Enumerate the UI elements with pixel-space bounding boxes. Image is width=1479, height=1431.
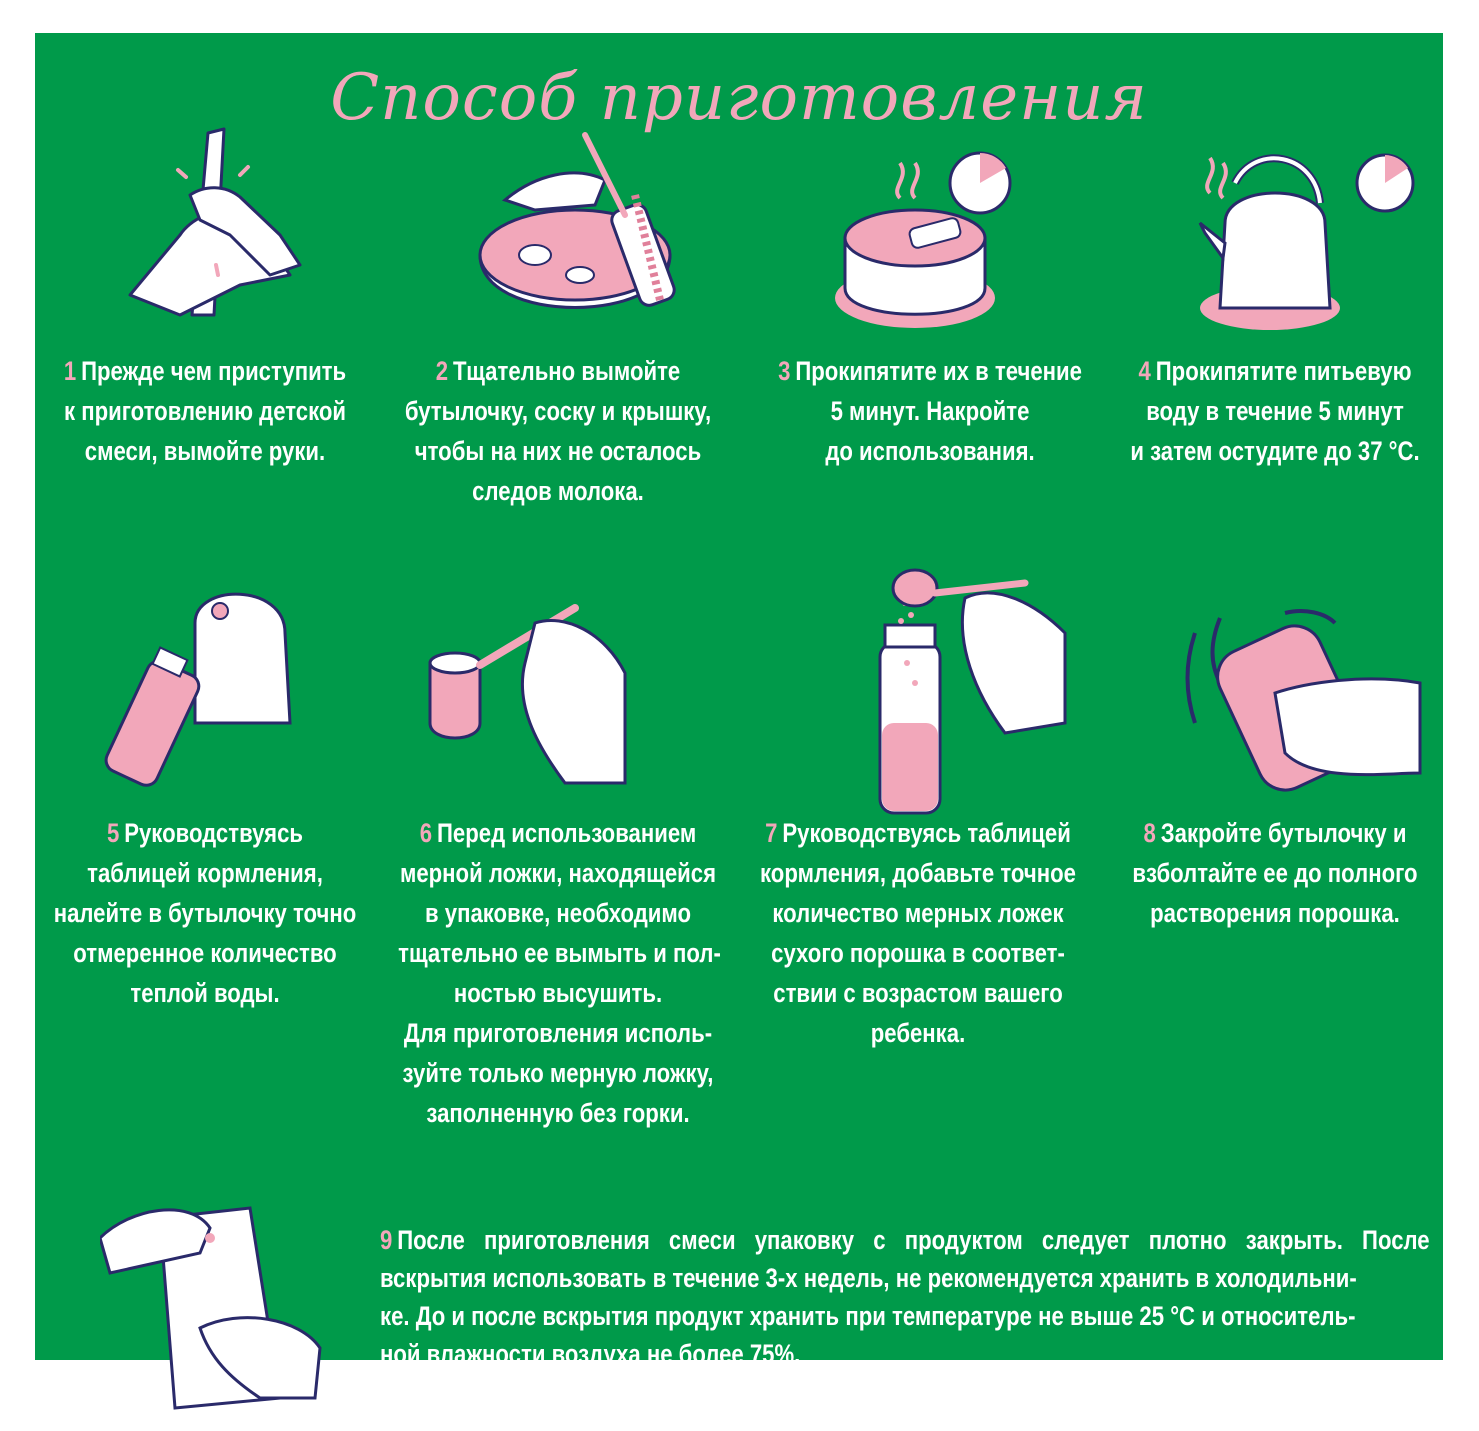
- step-line: мерной ложки, находящейся: [399, 858, 717, 888]
- step-line: 5 минут. Накройте: [830, 396, 1030, 426]
- pouring-water-icon: [85, 583, 305, 803]
- step-number: 9: [380, 1225, 393, 1255]
- step-line: воду в течение 5 минут: [1146, 396, 1404, 426]
- step-line: к приготовлению детской: [63, 396, 347, 426]
- step-line: смеси, вымойте руки.: [84, 436, 326, 466]
- step-line: ребенка.: [870, 1018, 966, 1048]
- step-line: растворения порошка.: [1150, 898, 1400, 928]
- step-line: следов молока.: [472, 476, 644, 506]
- step-number: 4: [1138, 356, 1151, 386]
- step-number: 3: [778, 356, 791, 386]
- step-line: 4 Прокипятите питьевую: [1138, 356, 1412, 386]
- step-line: 8 Закройте бутылочку и: [1143, 818, 1407, 848]
- step-line: взболтайте ее до полного: [1132, 858, 1418, 888]
- step-1-text: [49, 351, 361, 471]
- step-line: ностью высушить.: [453, 978, 663, 1008]
- washing-bottle-icon: [475, 125, 705, 345]
- step-line: в упаковке, необходимо: [425, 898, 691, 928]
- step-line: чтобы на них не осталось: [414, 436, 702, 466]
- step-line: зуйте только мерную ложку,: [402, 1058, 714, 1088]
- step-5-text: [49, 813, 361, 1013]
- step-number: 1: [63, 356, 77, 386]
- step-line: тщательно ее вымыть и пол-: [398, 938, 721, 968]
- boiling-pot-icon: [830, 148, 1030, 348]
- step-line: налейте в бутылочку точно: [53, 898, 357, 928]
- step-4-text: [1119, 351, 1431, 471]
- step-number: 8: [1143, 818, 1156, 848]
- step-9-text: [380, 1221, 1430, 1373]
- step-line: и затем остудите до 37 °С.: [1130, 436, 1420, 466]
- instructions-panel: [35, 33, 1443, 1369]
- step-line: 3 Прокипятите их в течение: [778, 356, 1082, 386]
- step-6-text: [398, 813, 721, 1133]
- step-line: 7 Руководствуясь таблицей: [765, 818, 1071, 848]
- step-8-text: [1119, 813, 1431, 933]
- step-line: сухого порошка в соответ-: [771, 938, 1065, 968]
- boiling-kettle-icon: [1195, 143, 1415, 343]
- step-line: до использования.: [825, 436, 1035, 466]
- step-line: Для приготовления исполь-: [403, 1018, 713, 1048]
- adding-powder-icon: [835, 563, 1085, 823]
- page-title: Способ приготовления: [330, 61, 1148, 135]
- step-line: 1 Прежде чем приступить: [63, 356, 347, 386]
- measuring-spoon-icon: [425, 583, 635, 793]
- step-line: кормления, добавьте точное: [760, 858, 1076, 888]
- step-number: 2: [435, 356, 449, 386]
- step-line: ной влажности воздуха не более 75%.: [380, 1339, 801, 1369]
- step-line: 2 Тщательно вымойте: [435, 356, 681, 386]
- step-number: 5: [106, 818, 120, 848]
- step-2-text: [398, 351, 718, 511]
- step-line: отмеренное количество: [73, 938, 337, 968]
- step-line: 6 Перед использованием: [419, 818, 697, 848]
- step-3-text: [774, 351, 1086, 471]
- closing-package-icon: [100, 1198, 330, 1418]
- step-line: ке. До и после вскрытия продукт хранить при температуре не выше 25 °С и относитель-: [380, 1301, 1356, 1331]
- shaking-bottle-icon: [1185, 603, 1425, 803]
- step-line: ствии с возрастом вашего: [773, 978, 1063, 1008]
- step-line: теплой воды.: [130, 978, 280, 1008]
- step-line: таблицей кормления,: [87, 858, 323, 888]
- step-line: количество мерных ложек: [772, 898, 1064, 928]
- step-7-text: [758, 813, 1078, 1053]
- step-line: 9 После приготовления смеси упаковку с продуктом следует плотно закрыть. После: [380, 1225, 1430, 1255]
- step-number: 7: [765, 818, 778, 848]
- step-line: заполненную без горки.: [426, 1098, 690, 1128]
- step-line: вскрытия использовать в течение 3-х недель, не рекомендуется хранить в холодильни-: [380, 1263, 1357, 1293]
- washing-hands-icon: [120, 125, 320, 325]
- step-line: бутылочку, соску и крышку,: [404, 396, 712, 426]
- step-number: 6: [419, 818, 433, 848]
- step-line: 5 Руководствуясь: [106, 818, 304, 848]
